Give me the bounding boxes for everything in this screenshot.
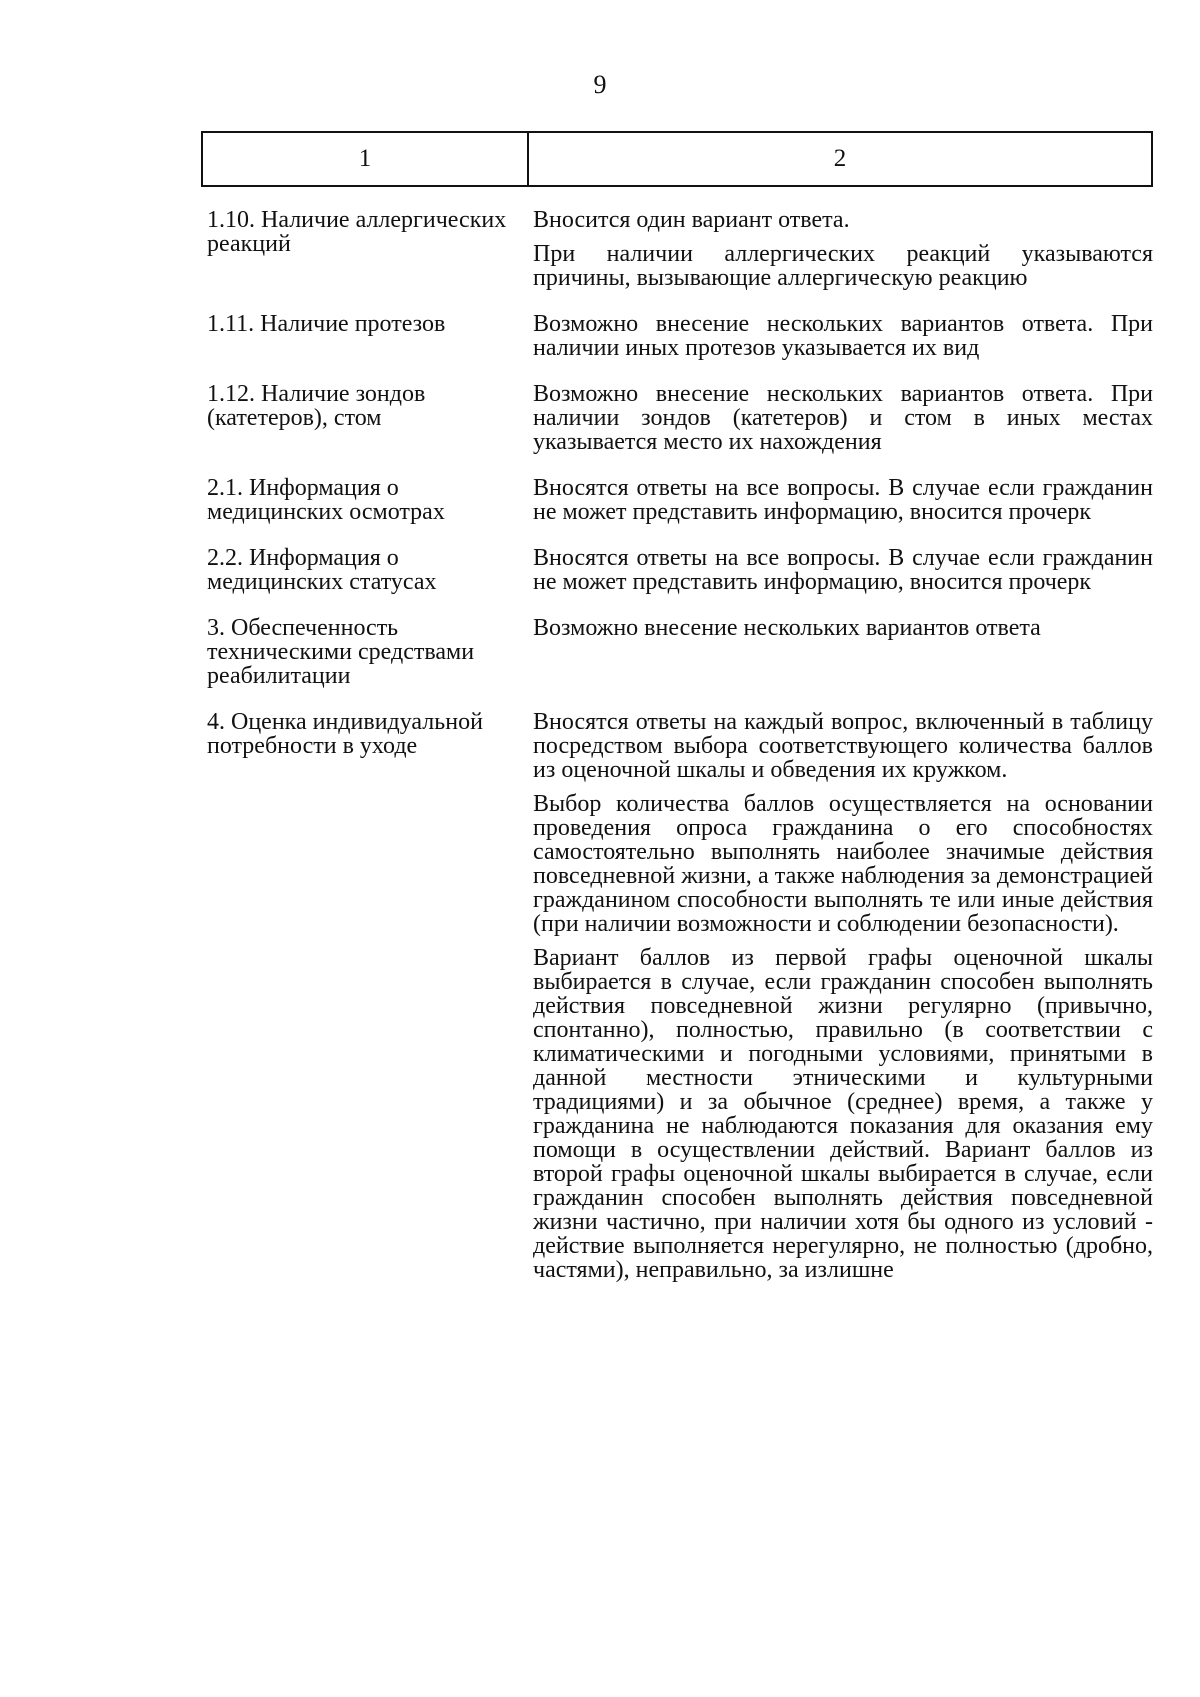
description-paragraph: Вносятся ответы на все вопросы. В случае если гражданин не может представить информацию, вносится прочерк <box>533 475 1153 525</box>
table-row <box>207 382 1153 454</box>
row-description <box>533 208 1153 290</box>
description-paragraph: Возможно внесение нескольких вариантов ответа. При наличии зондов (катетеров) и стом в иных местах указывается место их нахождения <box>533 381 1153 455</box>
row-label: 2.2. Информация о медицинских статусах <box>207 545 437 595</box>
description-paragraph: Выбор количества баллов осуществляется на основании проведения опроса гражданина о его способностях самостоятельно выполнять наиболее значимые действия повседневной жизни, а также наблюдения за демонстрацией гражданином способности выполнять те или иные действия (при наличии возможности и соблюдении безопасности). <box>533 791 1153 937</box>
table-row <box>207 616 1153 688</box>
table-row <box>207 208 1153 290</box>
row-description <box>533 312 1153 360</box>
row-label: 1.12. Наличие зондов (катетеров), стом <box>207 381 426 431</box>
table-row <box>207 312 1153 360</box>
description-paragraph: Возможно внесение нескольких вариантов ответа. При наличии иных протезов указывается их вид <box>533 311 1153 361</box>
table-row <box>207 710 1153 1282</box>
header-col-2: 2 <box>833 145 847 172</box>
row-label: 3. Обеспеченность техническими средствами реабилитации <box>207 615 475 689</box>
table-row <box>207 476 1153 524</box>
table-body <box>207 208 1153 1304</box>
description-paragraph: Вариант баллов из первой графы оценочной шкалы выбирается в случае, если гражданин способен выполнять действия повседневной жизни регулярно (привычно, спонтанно), полностью, правильно (в соответствии с климатическими и погодными условиями, принятыми в данной местности этническими и культурными традициями) и за обычное (среднее) время, а также у гражданина не наблюдаются показания для оказания ему помощи в осуществлении действий. Вариант баллов из второй графы оценочной шкалы выбирается в случае, если гражданин способен выполнять действия повседневной жизни частично, при наличии хотя бы одного из условий - действие выполняется нерегулярно, не полностью (дробно, частями), неправильно, за излишне <box>533 945 1153 1283</box>
row-label: 1.11. Наличие протезов <box>207 311 446 337</box>
description-paragraph: Возможно внесение нескольких вариантов ответа <box>533 615 1041 641</box>
row-label: 1.10. Наличие аллергических реакций <box>207 207 507 257</box>
row-description <box>533 546 1153 594</box>
row-label: 4. Оценка индивидуальной потребности в уходе <box>207 709 483 759</box>
table-header <box>201 131 1153 187</box>
row-description <box>533 616 1153 688</box>
row-description <box>533 710 1153 1282</box>
row-description <box>533 476 1153 524</box>
page-number: 9 <box>593 70 607 99</box>
row-description <box>533 382 1153 454</box>
table-row <box>207 546 1153 594</box>
header-col-1: 1 <box>203 133 529 185</box>
description-paragraph: Вносится один вариант ответа. <box>533 207 850 233</box>
description-paragraph: Вносятся ответы на все вопросы. В случае если гражданин не может представить информацию, вносится прочерк <box>533 545 1153 595</box>
description-paragraph: Вносятся ответы на каждый вопрос, включенный в таблицу посредством выбора соответствующего количества баллов из оценочной шкалы и обведения их кружком. <box>533 709 1153 783</box>
description-paragraph: При наличии аллергических реакций указываются причины, вызывающие аллергическую реакцию <box>533 241 1153 291</box>
row-label: 2.1. Информация о медицинских осмотрах <box>207 475 445 525</box>
